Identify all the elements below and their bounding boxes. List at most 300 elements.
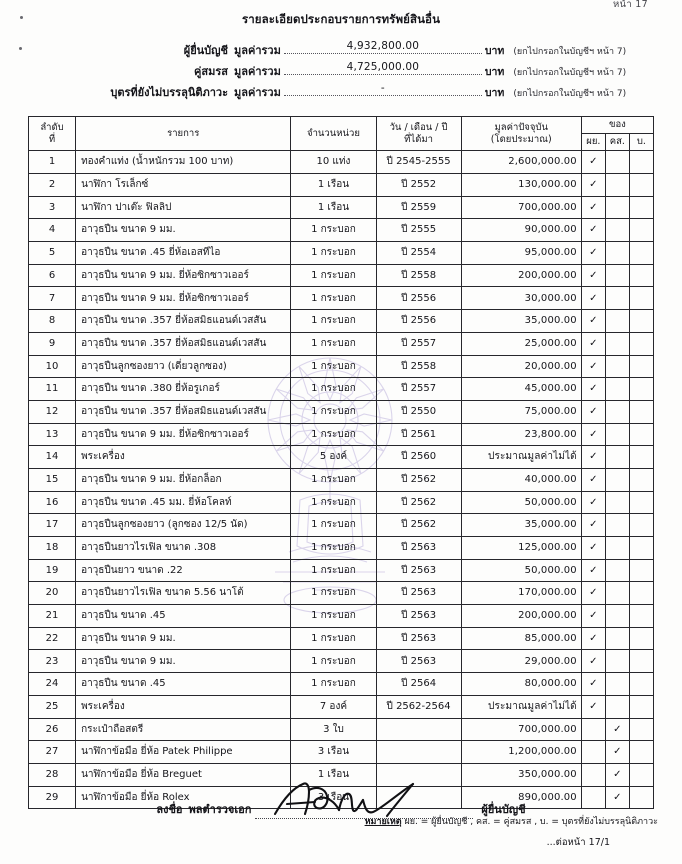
row-date: ปี 2555 — [376, 219, 461, 242]
row-owner-spouse — [605, 491, 629, 514]
row-quantity: 1 กระบอก — [291, 491, 376, 514]
row-owner-spouse — [605, 378, 629, 401]
row-owner-child — [629, 423, 653, 446]
summary-total-word: มูลค่ารวม — [234, 44, 281, 57]
row-value: 45,000.00 — [461, 378, 581, 401]
row-owner-self: ✓ — [581, 151, 605, 174]
row-owner-spouse — [605, 242, 629, 265]
column-header-date-line2: ที่ได้มา — [404, 133, 433, 145]
row-item: อาวุธปืน ขนาด 9 มม. ยี่ห้อซิกซาวเออร์ — [76, 264, 291, 287]
row-date: ปี 2563 — [376, 605, 461, 628]
table-row — [29, 695, 654, 718]
summary-value-line-declarant — [284, 40, 482, 54]
row-quantity: 1 กระบอก — [291, 605, 376, 628]
row-owner-child — [629, 559, 653, 582]
row-value: 50,000.00 — [461, 491, 581, 514]
row-owner-child — [629, 582, 653, 605]
row-owner-child — [629, 446, 653, 469]
row-owner-spouse — [605, 673, 629, 696]
row-owner-child — [629, 287, 653, 310]
row-quantity: 5 องค์ — [291, 446, 376, 469]
summary-label-spouse: คู่สมรส — [194, 65, 228, 78]
row-quantity: 1 กระบอก — [291, 332, 376, 355]
row-owner-child — [629, 378, 653, 401]
row-quantity: 1 กระบอก — [291, 582, 376, 605]
row-owner-child — [629, 310, 653, 333]
row-owner-self: ✓ — [581, 174, 605, 197]
row-item: อาวุธปืนยาวไรเฟิล ขนาด 5.56 นาโต้ — [76, 582, 291, 605]
row-no: 19 — [29, 559, 76, 582]
row-owner-child — [629, 242, 653, 265]
table-row — [29, 196, 654, 219]
row-no: 15 — [29, 468, 76, 491]
row-no: 16 — [29, 491, 76, 514]
row-quantity: 1 กระบอก — [291, 650, 376, 673]
row-no: 1 — [29, 151, 76, 174]
row-date: ปี 2560 — [376, 446, 461, 469]
row-value: 20,000.00 — [461, 355, 581, 378]
row-owner-self: ✓ — [581, 287, 605, 310]
row-no: 4 — [29, 219, 76, 242]
row-date: ปี 2561 — [376, 423, 461, 446]
signature-role-label: ผู้ยื่นบัญชี — [481, 803, 526, 817]
row-value: 35,000.00 — [461, 310, 581, 333]
row-value: 90,000.00 — [461, 219, 581, 242]
row-quantity: 1 กระบอก — [291, 559, 376, 582]
row-owner-spouse — [605, 650, 629, 673]
row-item: ทองคำแท่ง (น้ำหนักรวม 100 บาท) — [76, 151, 291, 174]
row-item: อาวุธปืน ขนาด .45 — [76, 673, 291, 696]
row-item: นาฬิกาข้อมือ ยี่ห้อ Breguet — [76, 763, 291, 786]
row-no: 29 — [29, 786, 76, 809]
row-quantity: 1 กระบอก — [291, 673, 376, 696]
signature-rank-label: พลตำรวจเอก — [188, 803, 252, 817]
row-owner-child — [629, 400, 653, 423]
row-quantity: 1 กระบอก — [291, 468, 376, 491]
row-owner-child — [629, 151, 653, 174]
row-owner-spouse — [605, 151, 629, 174]
row-owner-self: ✓ — [581, 695, 605, 718]
table-row — [29, 514, 654, 537]
table-row — [29, 310, 654, 333]
table-head — [29, 117, 654, 151]
row-owner-spouse — [605, 605, 629, 628]
row-no: 14 — [29, 446, 76, 469]
row-item: อาวุธปืน ขนาด .45 ยี่ห้อเอสทีไอ — [76, 242, 291, 265]
row-item: อาวุธปืน ขนาด .357 ยี่ห้อสมิธแอนด์เวสสัน — [76, 400, 291, 423]
column-header-owner-spouse: คส. — [605, 134, 629, 151]
row-quantity: 1 กระบอก — [291, 219, 376, 242]
row-item: อาวุธปืน ขนาด .45 มม. ยี่ห้อโคลท์ — [76, 491, 291, 514]
table-row — [29, 219, 654, 242]
row-owner-child — [629, 219, 653, 242]
table-row — [29, 400, 654, 423]
column-header-no-line1: ลำดับ — [40, 121, 64, 133]
row-date: ปี 2554 — [376, 242, 461, 265]
row-value: 30,000.00 — [461, 287, 581, 310]
row-item: พระเครื่อง — [76, 446, 291, 469]
row-value: 29,000.00 — [461, 650, 581, 673]
row-item: อาวุธปืน ขนาด .380 ยี่ห้อรูเกอร์ — [76, 378, 291, 401]
column-header-date-line1: วัน / เดือน / ปี — [389, 121, 448, 133]
row-owner-child — [629, 468, 653, 491]
row-quantity: 10 แท่ง — [291, 151, 376, 174]
row-quantity: 1 เรือน — [291, 174, 376, 197]
row-quantity: 3 เรือน — [291, 786, 376, 809]
summary-note-declarant: (ยกไปกรอกในบัญชีฯ หน้า 7) — [513, 47, 627, 57]
summary-value-line-minor-child — [284, 82, 482, 96]
row-date: ปี 2557 — [376, 378, 461, 401]
row-owner-self: ✓ — [581, 423, 605, 446]
row-quantity: 1 กระบอก — [291, 400, 376, 423]
row-date: ปี 2557 — [376, 332, 461, 355]
column-header-item: รายการ — [76, 117, 291, 151]
row-date: ปี 2556 — [376, 287, 461, 310]
row-owner-child — [629, 718, 653, 741]
row-value: 23,800.00 — [461, 423, 581, 446]
column-header-owner-child: บ. — [629, 134, 653, 151]
page-title: รายละเอียดประกอบรายการทรัพย์สินอื่น — [241, 12, 441, 26]
row-owner-spouse — [605, 355, 629, 378]
signature-line — [255, 784, 473, 819]
row-quantity: 1 กระบอก — [291, 355, 376, 378]
row-value: 200,000.00 — [461, 605, 581, 628]
summary-label-minor-child: บุตรที่ยังไม่บรรลุนิติภาวะ — [110, 86, 228, 99]
row-owner-self: ✓ — [581, 264, 605, 287]
row-owner-spouse — [605, 264, 629, 287]
table-row — [29, 673, 654, 696]
row-owner-child — [629, 514, 653, 537]
row-value: 50,000.00 — [461, 559, 581, 582]
row-quantity: 1 กระบอก — [291, 514, 376, 537]
row-value: 130,000.00 — [461, 174, 581, 197]
row-item: อาวุธปืน ขนาด .357 ยี่ห้อสมิธแอนด์เวสสัน — [76, 310, 291, 333]
row-owner-spouse: ✓ — [605, 763, 629, 786]
row-date: ปี 2562 — [376, 514, 461, 537]
row-value: 1,200,000.00 — [461, 741, 581, 764]
row-no: 20 — [29, 582, 76, 605]
column-header-no — [29, 117, 76, 151]
row-item: อาวุธปืนลูกซองยาว (ลูกซอง 12/5 นัด) — [76, 514, 291, 537]
row-date: ปี 2550 — [376, 400, 461, 423]
row-owner-spouse — [605, 332, 629, 355]
row-no: 9 — [29, 332, 76, 355]
row-value: 890,000.00 — [461, 786, 581, 809]
table-row — [29, 582, 654, 605]
row-no: 26 — [29, 718, 76, 741]
row-owner-spouse: ✓ — [605, 786, 629, 809]
row-item: นาฬิกาข้อมือ ยี่ห้อ Patek Philippe — [76, 741, 291, 764]
row-date: ปี 2545-2555 — [376, 151, 461, 174]
row-no: 25 — [29, 695, 76, 718]
column-header-value — [461, 117, 581, 151]
row-owner-child — [629, 763, 653, 786]
row-item: นาฬิกาข้อมือ ยี่ห้อ Rolex — [76, 786, 291, 809]
handwritten-signature — [263, 776, 463, 822]
assets-table — [28, 116, 654, 809]
row-date: ปี 2556 — [376, 310, 461, 333]
table-row — [29, 491, 654, 514]
summary-unit-declarant: บาท — [484, 45, 505, 57]
row-no: 18 — [29, 537, 76, 560]
row-owner-spouse — [605, 582, 629, 605]
row-owner-spouse — [605, 287, 629, 310]
row-no: 22 — [29, 627, 76, 650]
row-owner-self: ✓ — [581, 355, 605, 378]
row-item: อาวุธปืน ขนาด 9 มม. — [76, 627, 291, 650]
summary-total-word: มูลค่ารวม — [234, 86, 281, 99]
page-number: หน้า 17 — [613, 0, 648, 10]
summary-section — [0, 40, 682, 103]
row-quantity: 1 กระบอก — [291, 378, 376, 401]
row-item: อาวุธปืน ขนาด .45 — [76, 605, 291, 628]
table-row — [29, 174, 654, 197]
table-row — [29, 559, 654, 582]
table-row — [29, 627, 654, 650]
row-no: 24 — [29, 673, 76, 696]
row-no: 17 — [29, 514, 76, 537]
row-value: 700,000.00 — [461, 718, 581, 741]
row-owner-self: ✓ — [581, 196, 605, 219]
row-owner-self: ✓ — [581, 627, 605, 650]
row-owner-self: ✓ — [581, 219, 605, 242]
row-value: 170,000.00 — [461, 582, 581, 605]
row-item: อาวุธปืน ขนาด 9 มม. ยี่ห้อกล็อก — [76, 468, 291, 491]
row-value: ประมาณมูลค่าไม่ได้ — [461, 695, 581, 718]
row-owner-spouse — [605, 695, 629, 718]
row-no: 21 — [29, 605, 76, 628]
row-quantity: 1 กระบอก — [291, 537, 376, 560]
column-header-date — [376, 117, 461, 151]
row-value: 35,000.00 — [461, 514, 581, 537]
row-owner-child — [629, 537, 653, 560]
row-date: ปี 2559 — [376, 196, 461, 219]
row-owner-self: ✓ — [581, 242, 605, 265]
row-owner-self: ✓ — [581, 378, 605, 401]
summary-row-minor-child — [0, 82, 682, 103]
row-owner-child — [629, 627, 653, 650]
row-item: อาวุธปืนลูกซองยาว (เดี่ยวลูกซอง) — [76, 355, 291, 378]
table-row — [29, 332, 654, 355]
row-owner-spouse — [605, 196, 629, 219]
row-owner-child — [629, 673, 653, 696]
row-owner-child — [629, 741, 653, 764]
table-row — [29, 287, 654, 310]
row-item: นาฬิกา ปาเต๊ะ ฟิลลิป — [76, 196, 291, 219]
row-item: อาวุธปืนยาว ขนาด .22 — [76, 559, 291, 582]
row-item: อาวุธปืนยาวไรเฟิล ขนาด .308 — [76, 537, 291, 560]
row-owner-self: ✓ — [581, 310, 605, 333]
row-owner-self: ✓ — [581, 491, 605, 514]
summary-value-minor-child: - — [380, 82, 385, 94]
row-owner-spouse — [605, 559, 629, 582]
row-owner-child — [629, 196, 653, 219]
summary-unit-spouse: บาท — [484, 66, 505, 78]
row-value: 95,000.00 — [461, 242, 581, 265]
row-value: 2,600,000.00 — [461, 151, 581, 174]
row-value: 85,000.00 — [461, 627, 581, 650]
row-owner-child — [629, 355, 653, 378]
row-owner-self: ✓ — [581, 605, 605, 628]
row-item: กระเป๋าถือสตรี — [76, 718, 291, 741]
row-quantity: 1 เรือน — [291, 196, 376, 219]
row-no: 11 — [29, 378, 76, 401]
row-date: ปี 2563 — [376, 627, 461, 650]
summary-unit-minor-child: บาท — [484, 87, 505, 99]
row-owner-spouse — [605, 627, 629, 650]
table-row — [29, 423, 654, 446]
table-header-row — [29, 117, 654, 134]
row-quantity: 1 กระบอก — [291, 264, 376, 287]
row-no: 6 — [29, 264, 76, 287]
row-owner-self: ✓ — [581, 446, 605, 469]
row-no: 10 — [29, 355, 76, 378]
row-no: 7 — [29, 287, 76, 310]
row-quantity: 3 ใบ — [291, 718, 376, 741]
row-item: อาวุธปืน ขนาด 9 มม. — [76, 219, 291, 242]
table-row — [29, 378, 654, 401]
summary-note-spouse: (ยกไปกรอกในบัญชีฯ หน้า 7) — [513, 68, 627, 78]
row-no: 28 — [29, 763, 76, 786]
row-date: ปี 2562-2564 — [376, 695, 461, 718]
row-owner-child — [629, 695, 653, 718]
summary-value-line-spouse — [284, 61, 482, 75]
row-no: 8 — [29, 310, 76, 333]
row-owner-self: ✓ — [581, 582, 605, 605]
row-owner-child — [629, 264, 653, 287]
column-header-no-line2: ที่ — [48, 133, 56, 145]
row-date: ปี 2558 — [376, 264, 461, 287]
row-item: นาฬิกา โรเล็กซ์ — [76, 174, 291, 197]
row-quantity: 1 กระบอก — [291, 287, 376, 310]
row-item: อาวุธปืน ขนาด 9 มม. ยี่ห้อซิกซาวเออร์ — [76, 423, 291, 446]
summary-value-declarant: 4,932,800.00 — [346, 40, 420, 52]
row-owner-spouse — [605, 537, 629, 560]
row-owner-self: ✓ — [581, 332, 605, 355]
row-no: 12 — [29, 400, 76, 423]
row-no: 27 — [29, 741, 76, 764]
row-owner-spouse — [605, 310, 629, 333]
row-quantity: 1 กระบอก — [291, 627, 376, 650]
row-value: 75,000.00 — [461, 400, 581, 423]
row-date — [376, 741, 461, 764]
footer-note-label: หมายเหตุ — [364, 817, 402, 828]
row-date: ปี 2562 — [376, 468, 461, 491]
table-row — [29, 605, 654, 628]
row-quantity: 1 เรือน — [291, 763, 376, 786]
row-owner-self: ✓ — [581, 537, 605, 560]
row-date: ปี 2563 — [376, 537, 461, 560]
row-no: 13 — [29, 423, 76, 446]
row-quantity: 7 องค์ — [291, 695, 376, 718]
row-value: 200,000.00 — [461, 264, 581, 287]
row-value: 40,000.00 — [461, 468, 581, 491]
row-owner-spouse — [605, 423, 629, 446]
row-owner-spouse — [605, 468, 629, 491]
table-row — [29, 151, 654, 174]
row-owner-self — [581, 718, 605, 741]
row-value: ประมาณมูลค่าไม่ได้ — [461, 446, 581, 469]
table-row — [29, 355, 654, 378]
row-owner-self: ✓ — [581, 400, 605, 423]
row-owner-spouse — [605, 514, 629, 537]
signature-block — [0, 784, 682, 842]
table-row — [29, 446, 654, 469]
row-value: 700,000.00 — [461, 196, 581, 219]
summary-total-word: มูลค่ารวม — [234, 65, 281, 78]
row-owner-self — [581, 741, 605, 764]
table-row — [29, 718, 654, 741]
row-quantity: 1 กระบอก — [291, 423, 376, 446]
row-owner-spouse — [605, 174, 629, 197]
row-owner-spouse: ✓ — [605, 741, 629, 764]
row-owner-spouse — [605, 219, 629, 242]
row-owner-self: ✓ — [581, 514, 605, 537]
row-item: อาวุธปืน ขนาด .357 ยี่ห้อสมิธแอนด์เวสสัน — [76, 332, 291, 355]
row-value: 350,000.00 — [461, 763, 581, 786]
column-header-owner-group: ของ — [581, 117, 653, 134]
row-owner-spouse — [605, 400, 629, 423]
row-owner-self: ✓ — [581, 650, 605, 673]
assets-table-wrapper — [28, 116, 654, 809]
row-owner-spouse: ✓ — [605, 718, 629, 741]
row-owner-self: ✓ — [581, 468, 605, 491]
row-quantity: 3 เรือน — [291, 741, 376, 764]
row-date: ปี 2563 — [376, 582, 461, 605]
row-owner-child — [629, 332, 653, 355]
row-owner-child — [629, 605, 653, 628]
table-body — [29, 151, 654, 809]
signature-prefix-label: ลงชื่อ — [156, 803, 183, 817]
summary-row-spouse — [0, 61, 682, 82]
signature-row — [0, 784, 682, 819]
column-header-value-line1: มูลค่าปัจจุบัน — [494, 121, 548, 133]
table-row — [29, 537, 654, 560]
row-owner-self: ✓ — [581, 559, 605, 582]
row-item: อาวุธปืน ขนาด 9 มม. ยี่ห้อซิกซาวเออร์ — [76, 287, 291, 310]
row-value: 25,000.00 — [461, 332, 581, 355]
row-date: ปี 2562 — [376, 491, 461, 514]
row-no: 2 — [29, 174, 76, 197]
table-row — [29, 468, 654, 491]
summary-label-declarant: ผู้ยื่นบัญชี — [183, 44, 228, 57]
row-no: 23 — [29, 650, 76, 673]
table-row — [29, 242, 654, 265]
table-row — [29, 741, 654, 764]
row-owner-child — [629, 650, 653, 673]
row-owner-child — [629, 174, 653, 197]
row-no: 3 — [29, 196, 76, 219]
table-row — [29, 650, 654, 673]
row-date: ปี 2563 — [376, 650, 461, 673]
table-row — [29, 264, 654, 287]
summary-value-spouse: 4,725,000.00 — [346, 61, 420, 73]
footer-note-text: ผย. = ผู้ยื่นบัญชี , คส. = คู่สมรส , บ. = บุตรที่ยังไม่บรรลุนิติภาวะ — [401, 817, 658, 828]
row-quantity: 1 กระบอก — [291, 242, 376, 265]
column-header-value-line2: (โดยประมาณ) — [490, 133, 552, 145]
column-header-quantity: จำนวนหน่วย — [291, 117, 376, 151]
summary-note-minor-child: (ยกไปกรอกในบัญชีฯ หน้า 7) — [513, 89, 627, 99]
row-owner-child — [629, 491, 653, 514]
row-value: 125,000.00 — [461, 537, 581, 560]
row-date: ปี 2563 — [376, 559, 461, 582]
row-quantity: 1 กระบอก — [291, 310, 376, 333]
row-owner-self — [581, 763, 605, 786]
row-item: พระเครื่อง — [76, 695, 291, 718]
row-item: อาวุธปืน ขนาด 9 มม. — [76, 650, 291, 673]
row-value: 80,000.00 — [461, 673, 581, 696]
column-header-owner-self: ผย. — [581, 134, 605, 151]
